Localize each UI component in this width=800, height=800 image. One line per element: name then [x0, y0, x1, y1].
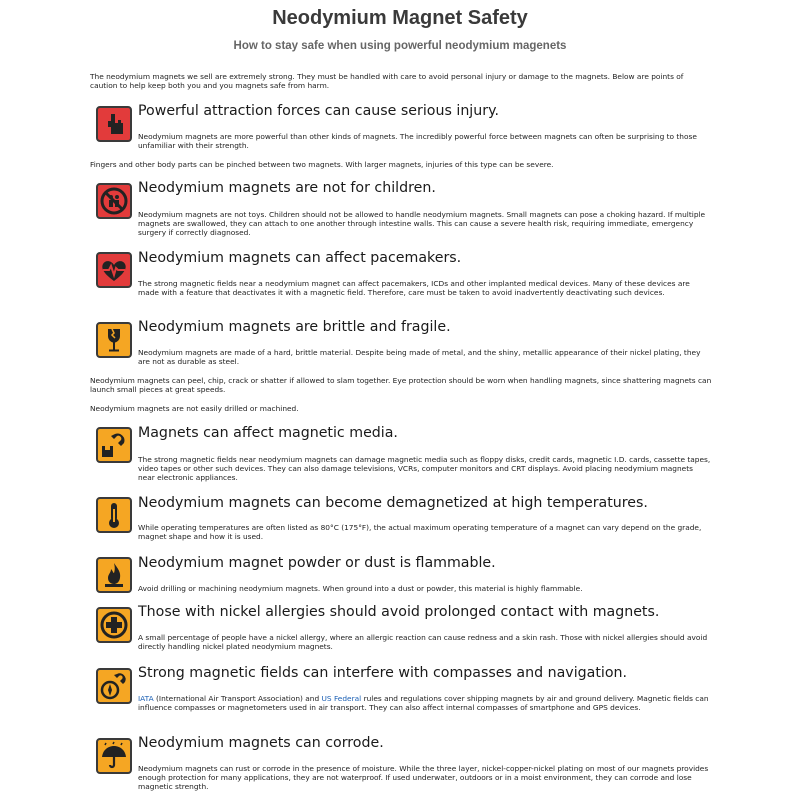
section-body: IATA (International Air Transport Association) and US Federal rules and regulations cover shipping magnets by air and ground delivery. Magnetic fields can influence compasses or magnetometers used in air transport. They can also affect internal compasses of smartphone and GPS devices.	[138, 694, 709, 713]
section-body: Neodymium magnets are not toys. Children should not be allowed to handle neodymium magnets. Small magnets can pose a choking hazard. If multiple magnets are swallowed, they can attach to one another through intestine walls. This can cause a severe health risk, requiring immediate, emergency surgery if correctly diagnosed.	[138, 210, 706, 238]
section-heading: Neodymium magnets can become demagnetized at high temperatures.	[138, 495, 648, 511]
section-body: Neodymium magnets are made of a hard, brittle material. Despite being made of metal, and the shiny, metallic appearance of their nickel plating, they are not as durable as steel.	[138, 348, 701, 367]
section-heading: Powerful attraction forces can cause serious injury.	[138, 103, 499, 119]
section-heading: Those with nickel allergies should avoid prolonged contact with magnets.	[138, 604, 660, 620]
section-extra: Neodymium magnets are not easily drilled or machined.	[90, 404, 299, 413]
section-body: Neodymium magnets are more powerful than other kinds of magnets. The incredibly powerful force between magnets can often be surprising to those unfamiliar with their strength.	[138, 132, 697, 151]
section-body: A small percentage of people have a nickel allergy, where an allergic reaction can cause redness and a skin rash. Those with nickel allergies should avoid directly handling nickel plated neodymium magnets.	[138, 633, 708, 652]
page-title: Neodymium Magnet Safety	[272, 7, 528, 29]
page-subtitle: How to stay safe when using powerful neodymium magenets	[233, 40, 567, 52]
section-heading: Neodymium magnets are not for children.	[138, 180, 436, 196]
iata-link[interactable]: IATA	[138, 694, 154, 703]
section-extra: Fingers and other body parts can be pinched between two magnets. With larger magnets, injuries of this type can be severe.	[90, 160, 554, 169]
medical-cross-icon	[96, 607, 132, 643]
section-heading: Neodymium magnets can affect pacemakers.	[138, 250, 462, 266]
thermometer-icon	[96, 497, 132, 533]
pinch-finger-icon	[96, 106, 132, 142]
magnetic-media-icon	[96, 427, 132, 463]
section-body: Avoid drilling or machining neodymium magnets. When ground into a dust or powder, this material is highly flammable.	[138, 584, 583, 593]
umbrella-rain-icon	[96, 738, 132, 774]
section-body: While operating temperatures are often listed as 80°C (175°F), the actual maximum operating temperature of a magnet can vary depend on the grade, magnet shape and how it is used.	[138, 523, 702, 542]
section-extra: Neodymium magnets can peel, chip, crack or shatter if allowed to slam together. Eye protection should be worn when handling magnets, since shattering magnets can launch small pieces at great speeds.	[90, 376, 712, 395]
section-heading: Neodymium magnets can corrode.	[138, 735, 384, 751]
compass-icon	[96, 668, 132, 704]
section-heading: Neodymium magnet powder or dust is flammable.	[138, 555, 496, 571]
intro-paragraph: The neodymium magnets we sell are extremely strong. They must be handled with care to avoid personal injury or damage to the magnets. Below are points of caution to help keep both you and you magnets safe from harm.	[90, 72, 684, 91]
fragile-glass-icon	[96, 322, 132, 358]
section-body: Neodymium magnets can rust or corrode in the presence of moisture. While the three layer, nickel-copper-nickel plating on most of our magnets provides enough protection for many applications, they are not waterproof. If used underwater, outdoors or in a moist environment, they can corrode and lose magnetic strength.	[138, 764, 709, 792]
heart-pulse-icon	[96, 252, 132, 288]
section-body: The strong magnetic fields near a neodymium magnet can affect pacemakers, ICDs and other implanted medical devices. Many of these devices are made with a feature that deactivates it with a magnetic field. Therefore, care must be taken to avoid inadvertently deactivating such devices.	[138, 279, 690, 298]
section-heading: Strong magnetic fields can interfere with compasses and navigation.	[138, 665, 628, 681]
section-heading: Magnets can affect magnetic media.	[138, 425, 398, 441]
section-heading: Neodymium magnets are brittle and fragile.	[138, 319, 451, 335]
no-children-icon	[96, 183, 132, 219]
section-body: The strong magnetic fields near neodymium magnets can damage magnetic media such as floppy disks, credit cards, magnetic I.D. cards, cassette tapes, video tapes or other such devices. They can also damage televisions, VCRs, computer monitors and CRT displays. Avoid placing neodymium magnets near electronic appliances.	[138, 455, 711, 483]
us-federal-link[interactable]: US Federal	[321, 694, 362, 703]
flame-icon	[96, 557, 132, 593]
